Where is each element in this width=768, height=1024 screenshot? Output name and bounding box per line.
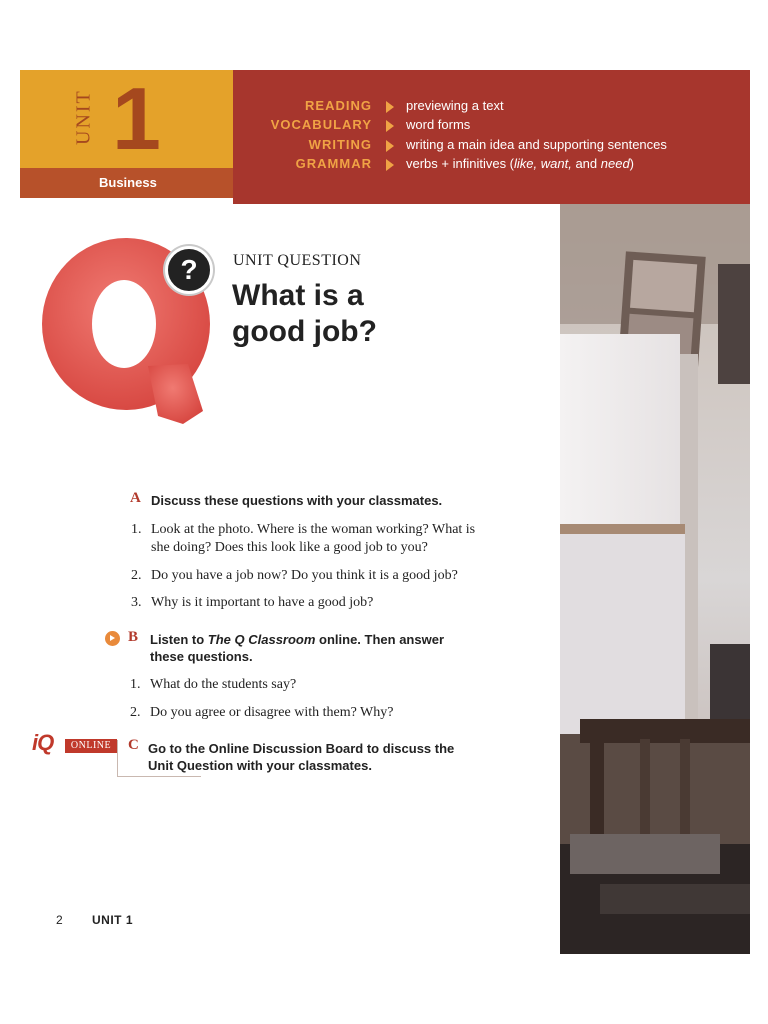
divider [117, 740, 118, 776]
skill-value: verbs + infinitives (like, want, and need) [406, 156, 635, 171]
skills-panel [233, 70, 750, 204]
page-number: 2 [56, 913, 63, 927]
activity-a-instruction: Discuss these questions with your classmates. [151, 493, 443, 508]
activity-c-instruction: Go to the Online Discussion Board to discuss the Unit Question with your classmates. [148, 741, 455, 773]
unit-number: 1 [112, 69, 161, 168]
activity-b-letter: B [128, 629, 139, 645]
classroom-photo [560, 204, 750, 954]
skill-label: READING [305, 98, 372, 113]
triangle-right-icon [386, 120, 394, 132]
triangle-right-icon [386, 140, 394, 152]
unit-word: UNIT [72, 89, 95, 145]
skill-value: writing a main idea and supporting sentences [406, 137, 667, 152]
divider [117, 776, 201, 777]
skill-row-grammar [233, 156, 750, 174]
unit-topic-bar [20, 168, 233, 198]
skill-value: word forms [406, 117, 471, 132]
skill-row-writing [233, 137, 750, 155]
unit-question-title: What is a good job? [232, 279, 377, 348]
skill-row-reading [233, 98, 750, 116]
iq-online-logo[interactable]: iQ [32, 730, 54, 755]
activity-a-letter: A [130, 490, 141, 506]
footer-unit-label: UNIT 1 [92, 913, 134, 927]
unit-question-label: UNIT QUESTION [233, 252, 362, 269]
skill-value: previewing a text [406, 98, 504, 113]
activity-c-letter: C [128, 737, 139, 753]
triangle-right-icon [386, 101, 394, 113]
activity-b-instruction: Listen to The Q Classroom online. Then answer these questions. [150, 632, 444, 664]
online-badge[interactable]: ONLINE [65, 739, 117, 753]
skill-label: WRITING [308, 137, 372, 152]
unit-topic: Business [99, 175, 157, 190]
triangle-right-icon [386, 159, 394, 171]
question-mark-icon: ? [165, 246, 213, 294]
classroom-photo-image [560, 204, 750, 954]
audio-icon[interactable] [105, 631, 120, 646]
skill-label: VOCABULARY [270, 117, 372, 132]
skill-row-vocabulary [233, 117, 750, 135]
skill-label: GRAMMAR [295, 156, 372, 171]
